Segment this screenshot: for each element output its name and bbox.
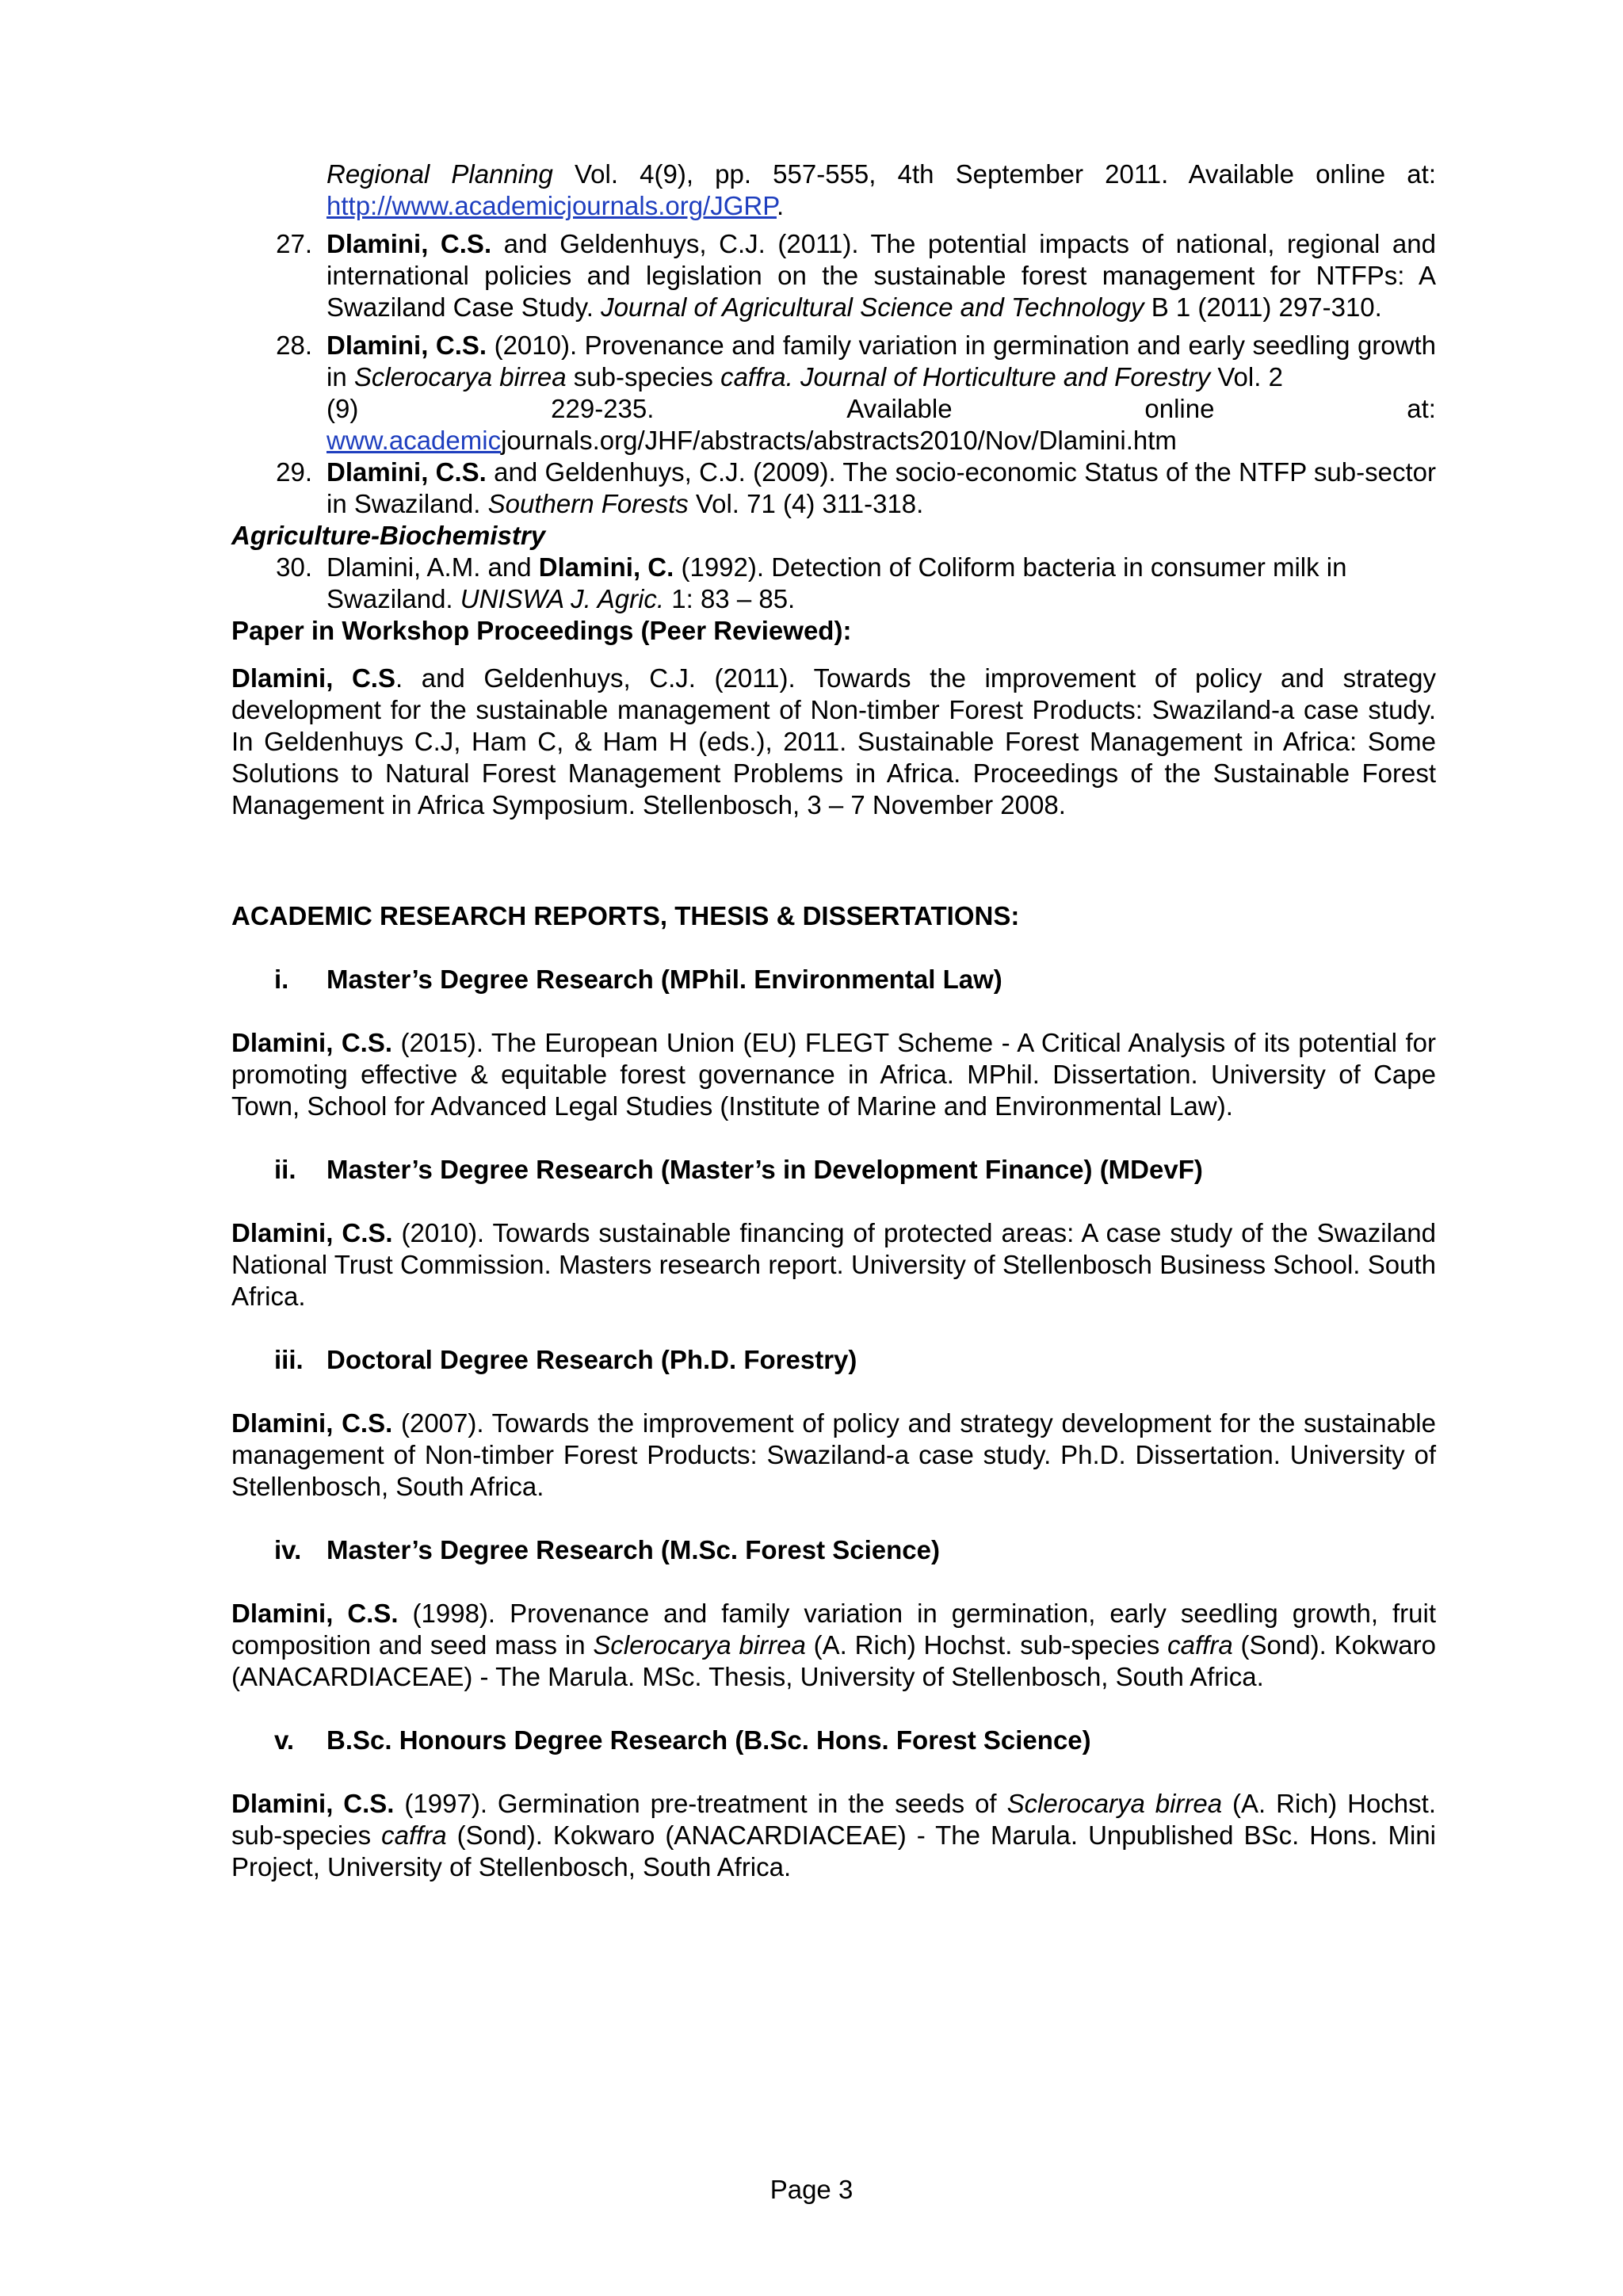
research-title: Doctoral Degree Research (Ph.D. Forestry) <box>327 1345 857 1374</box>
roman-numeral: iv. <box>274 1535 302 1564</box>
reference-text: (2015). The European Union (EU) FLEGT Scheme - A Critical Analysis of its potential for promoting effective & equitable forest governance in Africa. MPhil. Dissertation. University of Cape Town, School for Advanced Legal Studies (Institute of Marine and Environmental Law). <box>231 1028 1436 1121</box>
journal-name: UNISWA J. Agric. <box>460 584 665 613</box>
species-name: Sclerocarya birrea <box>593 1630 806 1660</box>
reference-text: (A. Rich) Hochst. sub-species <box>231 1789 1436 1850</box>
reference-link-rest: journals.org/JHF/abstracts/abstracts2010/Nov/Dlamini.htm <box>501 426 1177 455</box>
reference-author: Dlamini, C.S. <box>327 457 487 487</box>
journal-name: Journal of Horticulture and Forestry <box>800 362 1211 392</box>
subspecies-name: caffra <box>1167 1630 1233 1660</box>
reference-author: Dlamini, C.S. <box>327 229 492 258</box>
roman-numeral: ii. <box>274 1155 296 1184</box>
reference-28 <box>231 330 1436 457</box>
reference-text: . <box>776 191 785 220</box>
reference-number: 29. <box>276 457 312 487</box>
species-name: Sclerocarya birrea <box>1006 1789 1223 1818</box>
reference-text: Vol. 71 (4) 311-318. <box>688 489 924 518</box>
reference-26-continuation <box>327 159 1436 222</box>
reference-text: Vol. 4(9), pp. 557-555, 4th September 2011. Available online at: <box>552 159 1436 189</box>
reference-text: (2010). Provenance and family variation in germination and early seedling growth in <box>327 330 1437 392</box>
subspecies-name: caffra <box>381 1820 447 1850</box>
reference-link[interactable]: www.academic <box>327 426 502 455</box>
reference-text: (A. Rich) Hochst. sub-species <box>805 1630 1168 1660</box>
workshop-paper <box>231 663 1436 821</box>
reference-text: . and Geldenhuys, C.J. (2011). Towards the improvement of policy and strategy development for the sustainable management of Non-timber Forest Products: Swaziland-a case study. In Geldenhuys C.J, Ham C, & Ham H (eds.), 2011. Sustainable Forest Management in Africa: Some Solutions to Natural Forest Management Problems in Africa. Proceedings of the Sustainable Forest Management in Africa Symposium. Stellenbosch, 3 – 7 November 2008. <box>231 663 1436 819</box>
research-heading-ii <box>274 1154 1436 1186</box>
research-title: B.Sc. Honours Degree Research (B.Sc. Hons. Forest Science) <box>327 1725 1091 1755</box>
reference-text: B 1 (2011) 297-310. <box>1144 292 1382 322</box>
reference-author: Dlamini, C.S. <box>231 1218 393 1247</box>
research-entry <box>231 1408 1436 1503</box>
reference-text: and Geldenhuys, C.J. (2011). The potential impacts of national, regional and international policies and legislation on the sustainable forest management for NTFPs: A Swaziland Case Study. <box>327 229 1436 322</box>
research-entry <box>231 1598 1436 1693</box>
reference-text: (2007). Towards the improvement of policy and strategy development for the sustainable management of Non-timber Forest Products: Swaziland-a case study. Ph.D. Dissertation. University of Stellenbosch, South Africa. <box>231 1408 1436 1501</box>
reference-author: Dlamini, C.S. <box>327 330 487 360</box>
reference-author: Dlamini, C.S. <box>231 1789 395 1818</box>
section-heading-academic: ACADEMIC RESEARCH REPORTS, THESIS & DISSERTATIONS: <box>231 901 1020 930</box>
reference-text: 1: 83 – 85. <box>664 584 796 613</box>
research-title: Master’s Degree Research (MPhil. Environmental Law) <box>327 965 1002 994</box>
research-heading-v <box>274 1725 1436 1756</box>
reference-text: Vol. 2 <box>1210 362 1283 392</box>
reference-author: Dlamini, C.S. <box>231 1028 393 1057</box>
journal-name: Journal of Agricultural Science and Technology <box>601 292 1144 322</box>
reference-text: (1997). Germination pre-treatment in the seeds of <box>394 1789 1007 1818</box>
research-entry <box>231 1027 1436 1122</box>
reference-number: 28. <box>276 330 312 360</box>
research-title: Master’s Degree Research (Master’s in Development Finance) (MDevF) <box>327 1155 1203 1184</box>
page-number: Page 3 <box>769 2175 854 2204</box>
reference-number: 30. <box>276 552 312 582</box>
reference-number: 27. <box>276 229 312 258</box>
reference-text: (1992). Detection of Coliform bacteria in consumer milk in Swaziland. <box>327 552 1347 613</box>
reference-30 <box>231 552 1436 615</box>
research-heading-iv <box>274 1534 1436 1566</box>
research-entry <box>231 1217 1436 1312</box>
species-name: Sclerocarya birrea <box>353 362 567 392</box>
reference-text: (Sond). Kokwaro (ANACARDIACEAE) - The Marula. Unpublished BSc. Hons. Mini Project, University of Stellenbosch, South Africa. <box>231 1820 1436 1881</box>
reference-text: (Sond). Kokwaro (ANACARDIACEAE) - The Marula. MSc. Thesis, University of Stellenbosch, South Africa. <box>231 1630 1436 1691</box>
journal-name: Southern Forests <box>487 489 689 518</box>
reference-text: (2010). Towards sustainable financing of protected areas: A case study of the Swaziland National Trust Commission. Masters research report. University of Stellenbosch Business School. South Africa. <box>231 1218 1436 1311</box>
roman-numeral: iii. <box>274 1345 304 1374</box>
page-content <box>231 159 1436 1883</box>
reference-author: Dlamini, C.S <box>231 663 395 693</box>
research-heading-iii <box>274 1344 1436 1376</box>
research-heading-i <box>274 964 1436 995</box>
reference-29 <box>231 457 1436 520</box>
research-entry <box>231 1788 1436 1883</box>
reference-text: Dlamini, A.M. and <box>327 552 539 582</box>
reference-text: and Geldenhuys, C.J. (2009). The socio-economic Status of the NTFP sub-sector in Swaziland. <box>327 457 1436 518</box>
reference-author: Dlamini, C.S. <box>231 1599 399 1628</box>
reference-text: (1998). Provenance and family variation in germination, early seedling growth, fruit composition and seed mass in <box>231 1599 1436 1660</box>
subspecies-name: caffra. <box>720 362 793 392</box>
section-heading-agriculture: Agriculture-Biochemistry <box>231 521 546 550</box>
reference-text: sub-species <box>566 362 721 392</box>
roman-numeral: v. <box>274 1725 295 1755</box>
reference-link[interactable]: http://www.academicjournals.org/JGRP <box>327 191 777 220</box>
reference-27 <box>231 228 1436 323</box>
reference-author: Dlamini, C. <box>538 552 674 582</box>
research-title: Master’s Degree Research (M.Sc. Forest Science) <box>327 1535 941 1564</box>
section-heading-workshop: Paper in Workshop Proceedings (Peer Reviewed): <box>231 616 852 645</box>
availability-line: (9) 229-235. Available online at: <box>327 394 1436 423</box>
roman-numeral: i. <box>274 965 289 994</box>
journal-name: Regional Planning <box>327 159 553 189</box>
reference-author: Dlamini, C.S. <box>231 1408 393 1438</box>
